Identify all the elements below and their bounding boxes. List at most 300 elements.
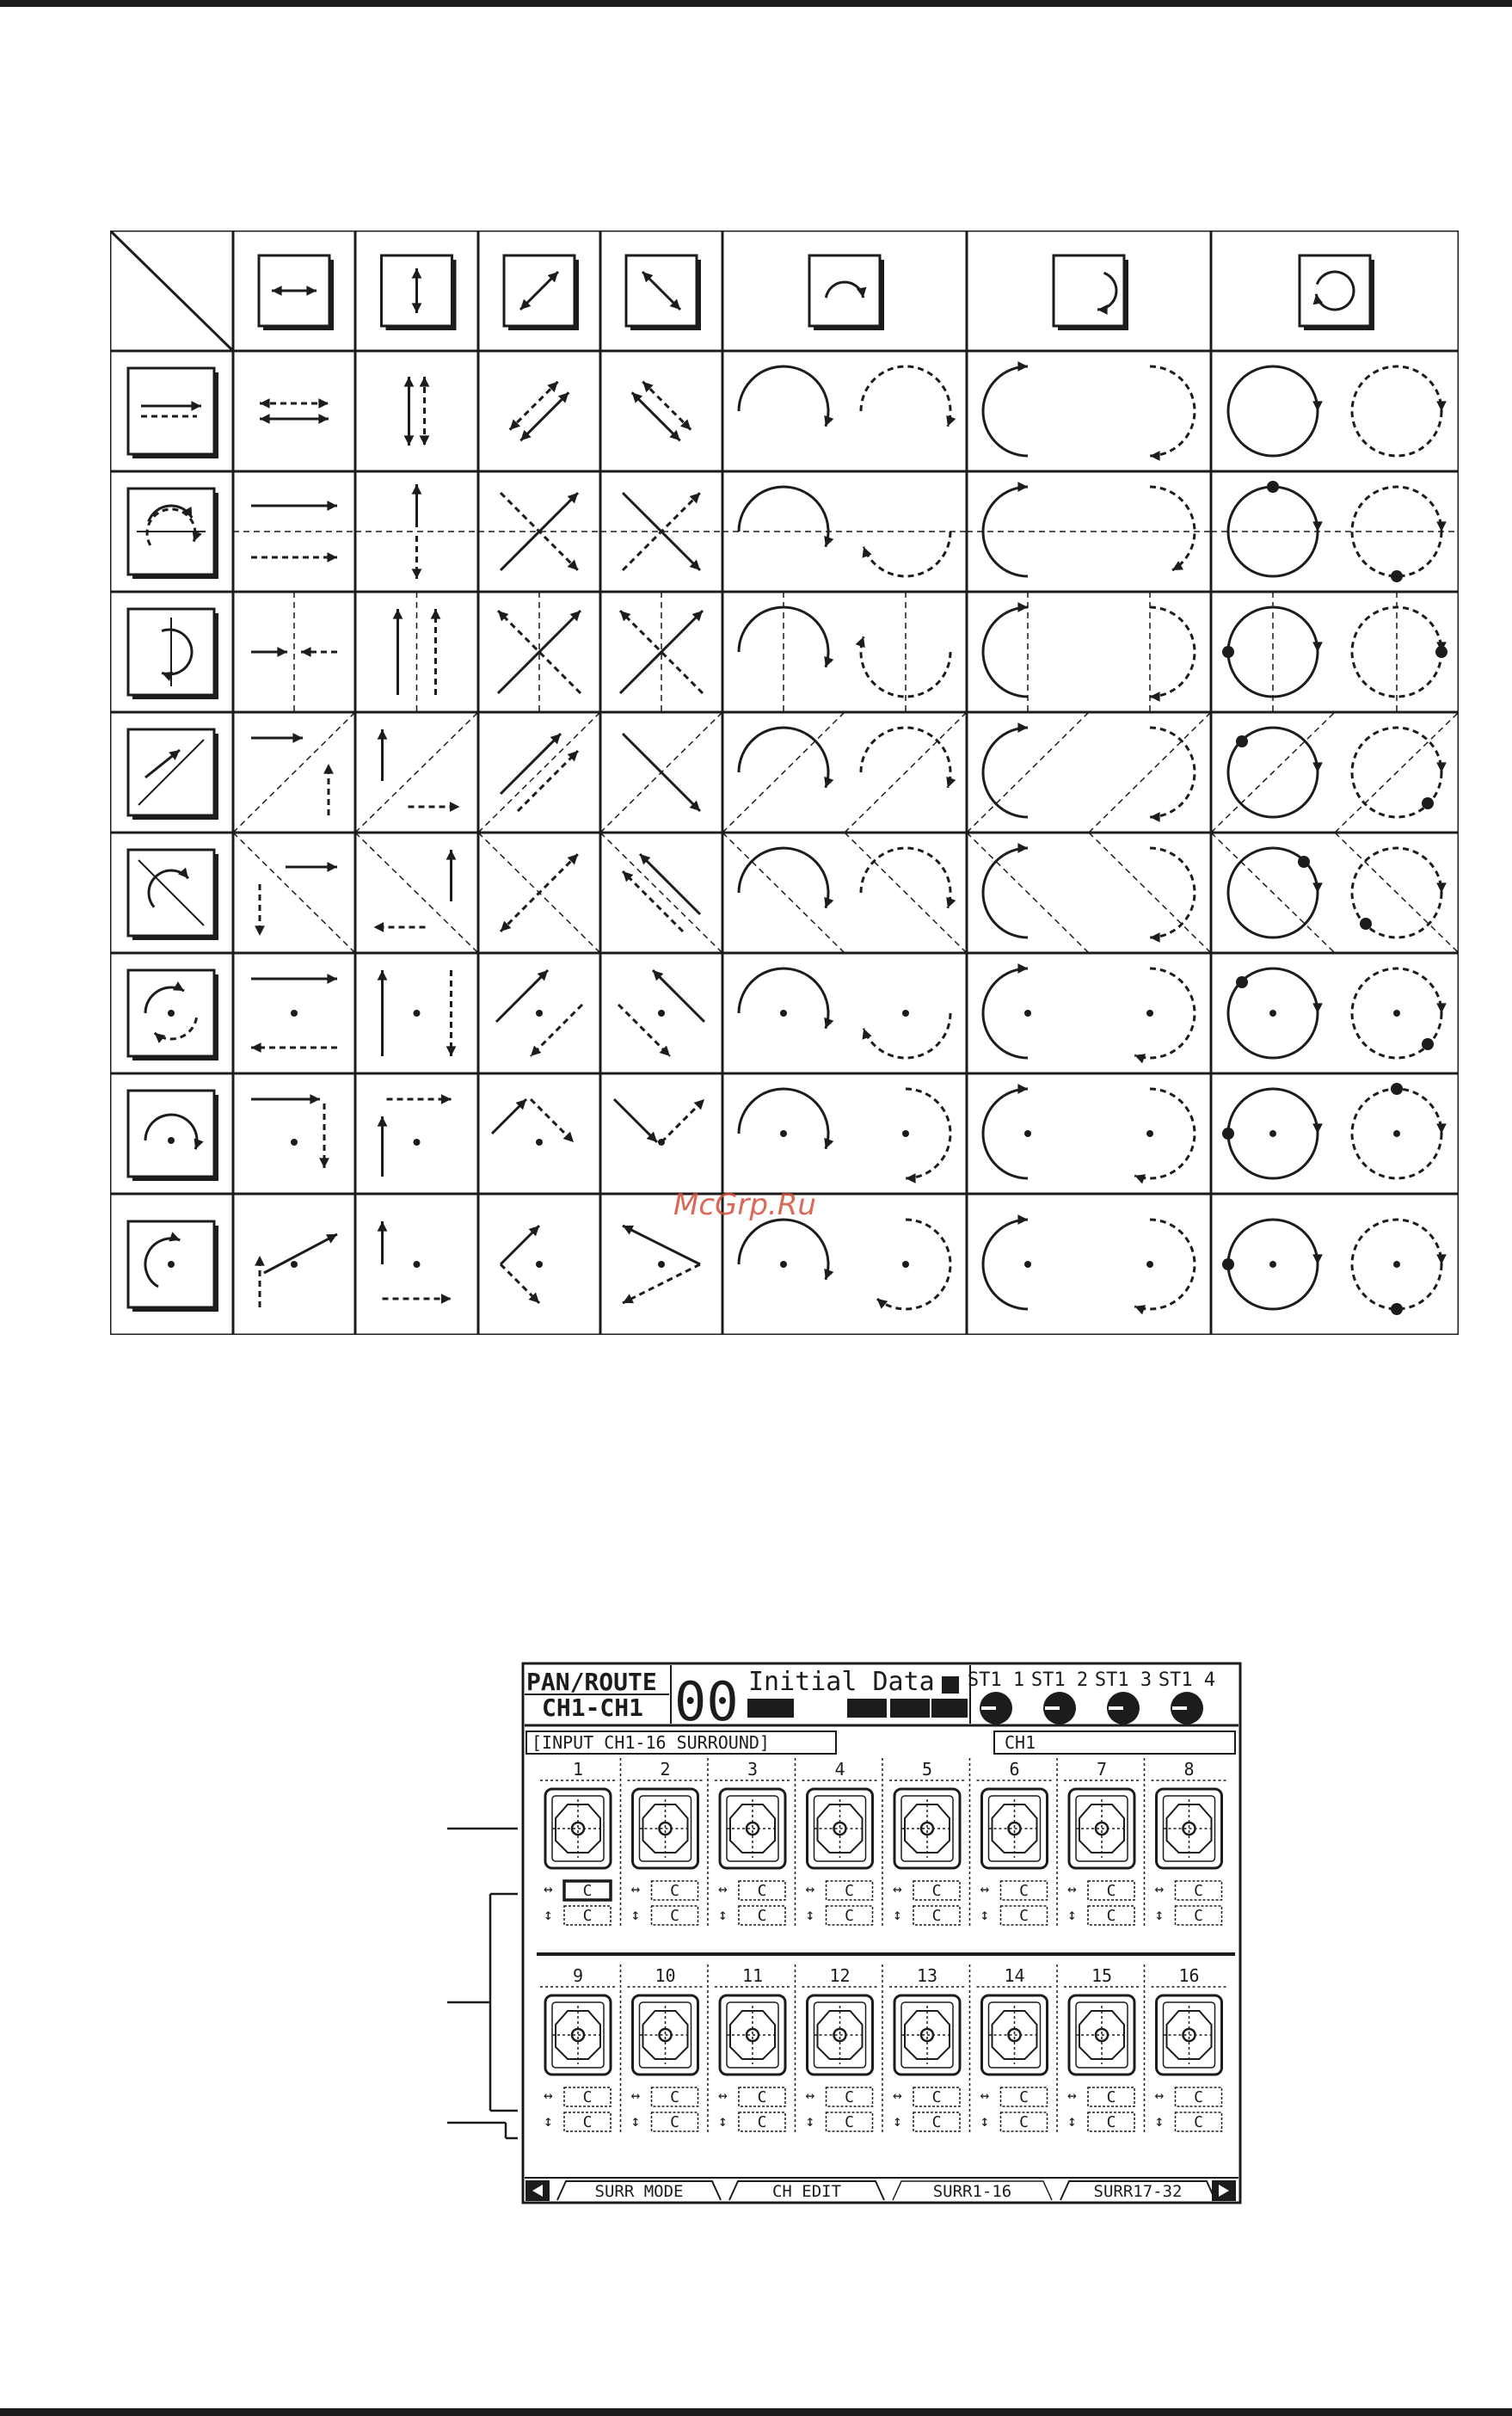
fr-value: C	[670, 2113, 679, 2131]
fr-icon: ↕	[544, 1906, 553, 1924]
center-dot	[536, 1261, 543, 1268]
motion-arrow	[501, 734, 561, 794]
lr-icon: ↔	[718, 1880, 728, 1898]
mirror-diagonal-reverse-pattern-icon	[128, 850, 218, 940]
top-rule	[0, 0, 1512, 7]
pattern-cell-mirror-horizontal-diag1	[478, 493, 600, 570]
fr-value: C	[1194, 1907, 1203, 1925]
symmetry-axis	[233, 833, 355, 953]
fr-value: C	[582, 2113, 593, 2131]
lr-value: C	[1106, 2088, 1116, 2106]
symmetry-axis	[1089, 833, 1211, 953]
pattern-cell-mirror-diagonal-1-lr	[233, 712, 355, 833]
section-label: [INPUT CH1-16 SURROUND]	[532, 1732, 770, 1753]
motion-arrow	[518, 751, 578, 811]
st-label: ST1 3	[1094, 1669, 1152, 1691]
motion-arc	[983, 1089, 1028, 1178]
start-dot	[1222, 1258, 1234, 1270]
arrowhead	[323, 764, 334, 774]
fr-icon: ↕	[544, 2112, 553, 2130]
start-dot	[1422, 797, 1434, 809]
lcd-scene-number: 00	[674, 1670, 739, 1733]
tab-ch-edit: CH EDIT	[771, 2182, 842, 2201]
lr-value: C	[1194, 2088, 1203, 2106]
motion-arc	[983, 366, 1028, 456]
lcd-surround-screen	[447, 1651, 1247, 2210]
pattern-cell-point-symmetry-rot-fr	[983, 963, 1195, 1063]
lcd-scene-name: Initial Data	[748, 1667, 935, 1697]
surround-pattern-table	[110, 231, 1459, 1335]
pattern-cell-mirror-diagonal-2-rot-fr	[967, 833, 1211, 953]
watermark: McGrp.Ru	[673, 1188, 816, 1222]
motion-arc	[983, 728, 1028, 817]
lr-value: C	[1019, 2088, 1029, 2106]
fr-icon: ↕	[893, 2112, 902, 2130]
center-dot	[1269, 1130, 1276, 1137]
lr-value: C	[1194, 1882, 1203, 1900]
arrowhead	[1150, 932, 1160, 943]
arrowhead	[327, 552, 337, 563]
motion-arc	[739, 848, 828, 908]
arrowhead	[1017, 1214, 1028, 1225]
lr-icon: ↔	[893, 1880, 902, 1898]
pattern-cell-mirror-vertical-rot-full	[1222, 592, 1447, 712]
lcd-title-2: CH1-CH1	[542, 1694, 644, 1722]
center-dot	[291, 1010, 298, 1017]
symmetry-axis	[600, 833, 722, 953]
channel-number: 4	[834, 1759, 845, 1780]
arrowhead	[420, 435, 430, 446]
pattern-cell-parallel-rot-lr	[739, 366, 956, 427]
pattern-cell-mirror-diagonal-2-rot-full	[1211, 833, 1459, 953]
start-dot	[1391, 1083, 1403, 1095]
symmetry-axis	[722, 833, 845, 953]
start-dot	[1236, 976, 1248, 988]
motion-circle	[1352, 607, 1441, 697]
motion-arc	[983, 968, 1028, 1058]
pattern-cell-mirror-diagonal-2-lr	[233, 833, 355, 953]
channel-number: 11	[741, 1965, 764, 1986]
arrowhead	[431, 609, 441, 619]
rate-badge-label: 48k	[938, 1703, 961, 1717]
arrowhead	[450, 802, 460, 812]
lr-icon: ↔	[980, 1880, 990, 1898]
arrowhead	[310, 1094, 320, 1104]
tab-surr17-32: SURR17-32	[1093, 2182, 1183, 2201]
fr-icon: ↕	[1067, 1906, 1077, 1924]
arrowhead	[319, 1158, 329, 1168]
lr-icon: ↔	[1154, 2087, 1165, 2105]
motion-arrow	[632, 392, 680, 440]
motion-arc	[983, 607, 1028, 697]
center-dot	[902, 1130, 909, 1137]
arrowhead	[1436, 882, 1447, 893]
motion-circle	[1352, 366, 1441, 456]
motion-arc	[861, 366, 950, 427]
center-dot	[291, 1261, 298, 1268]
arrowhead	[255, 1256, 265, 1266]
mirror-horizontal-pattern-icon	[128, 489, 218, 579]
pattern-cell-quarter-offset-2-fr	[378, 1221, 452, 1304]
fr-value: C	[757, 2113, 767, 2131]
motion-arrow	[623, 1264, 700, 1303]
motion-arc	[739, 487, 828, 547]
arrowhead	[260, 414, 270, 424]
arrowhead	[446, 850, 457, 860]
lr-icon: ↔	[1154, 1880, 1165, 1898]
lr-icon: ↔	[630, 1880, 641, 1898]
arrowhead	[251, 1042, 261, 1053]
arrowhead	[318, 414, 329, 424]
icon-frame	[128, 1091, 214, 1177]
rotate-front-rear-icon	[1054, 255, 1128, 330]
lr-icon: ↔	[544, 1880, 553, 1898]
fr-value: C	[1019, 1907, 1029, 1925]
arrowhead	[378, 729, 388, 740]
rotate-left-right-icon	[809, 255, 884, 330]
fr-icon: ↕	[718, 1906, 728, 1924]
lcd-title-1: PAN/ROUTE	[526, 1668, 657, 1696]
pattern-cell-mirror-diagonal-2-diag1	[478, 833, 600, 953]
pattern-cell-mirror-diagonal-2-rot-lr	[722, 833, 967, 953]
pattern-cell-mirror-horizontal-fr	[355, 484, 478, 579]
pattern-cell-mirror-diagonal-1-rot-lr	[722, 712, 967, 833]
motion-arc	[861, 848, 950, 908]
channel-number: 8	[1183, 1759, 1195, 1780]
arrowhead	[1436, 1123, 1447, 1134]
pattern-cell-mirror-horizontal-rot-fr	[967, 482, 1211, 576]
lr-icon: ↔	[1067, 2087, 1077, 2105]
pattern-cell-mirror-horizontal-lr	[233, 501, 355, 563]
center-dot	[658, 1261, 665, 1268]
pattern-cell-point-symmetry-rot-lr	[739, 968, 950, 1058]
tab-surr-mode: SURR MODE	[594, 2182, 684, 2201]
pattern-cell-mirror-horizontal-rot-lr	[722, 487, 967, 576]
arrowhead	[318, 398, 329, 409]
fr-icon: ↕	[718, 2112, 728, 2130]
channel-number: 1	[572, 1759, 584, 1780]
lr-value: C	[670, 2088, 679, 2106]
arrowhead	[1017, 361, 1028, 372]
arrowhead	[1312, 882, 1323, 893]
center-dot	[658, 1010, 665, 1017]
arrowhead	[374, 922, 384, 932]
pattern-cell-mirror-horizontal-rot-full	[1211, 481, 1459, 582]
arrowhead	[1312, 1254, 1323, 1264]
arrowhead	[1017, 963, 1028, 974]
icon-frame	[1300, 255, 1370, 326]
motion-arc	[739, 366, 828, 427]
pattern-cell-quarter-offset-2-rot-fr	[983, 1214, 1195, 1314]
pattern-cell-parallel-fr	[404, 377, 430, 446]
pattern-cell-point-symmetry-lr	[251, 974, 337, 1053]
arrowhead	[1312, 401, 1323, 411]
arrowhead	[277, 647, 287, 657]
bottom-rule	[0, 2408, 1512, 2416]
motion-arrow	[264, 1234, 337, 1273]
pattern-cell-quarter-offset-2-rot-full	[1222, 1220, 1447, 1315]
fr-icon: ↕	[893, 1906, 902, 1924]
fr-value: C	[757, 1907, 767, 1925]
arrowhead	[441, 1294, 452, 1304]
start-dot	[1236, 735, 1248, 747]
tab-surr1-16: SURR1-16	[932, 2182, 1012, 2201]
lr-icon: ↔	[630, 2087, 641, 2105]
motion-arc	[1150, 728, 1195, 817]
start-dot	[1422, 1038, 1434, 1050]
motion-arc	[1134, 968, 1195, 1058]
pattern-cell-point-symmetry-diag2	[618, 970, 704, 1056]
motion-arrow	[642, 382, 691, 430]
midi-badge-label: MIDI	[852, 1703, 882, 1717]
fr-value: C	[1019, 2113, 1029, 2131]
pattern-cell-mirror-diagonal-1-rot-fr	[967, 712, 1211, 833]
start-dot	[1391, 1303, 1403, 1315]
motion-arrow	[520, 392, 569, 440]
center-dot	[1146, 1130, 1153, 1137]
fr-value: C	[1106, 2113, 1116, 2131]
motion-arrow	[640, 854, 700, 914]
arrowhead	[1017, 843, 1028, 853]
symmetry-axis	[1211, 833, 1335, 953]
arrowhead	[1312, 1123, 1323, 1134]
lr-value: C	[1106, 1882, 1116, 1900]
lr-value: C	[582, 2088, 593, 2106]
symmetry-axis	[233, 712, 355, 833]
fr-icon: ↕	[630, 1906, 641, 1924]
channel-number: 16	[1178, 1965, 1200, 1986]
arrowhead	[327, 862, 337, 872]
front-rear-arrow-icon	[382, 255, 457, 330]
fr-icon: ↕	[1154, 1906, 1165, 1924]
center-dot	[536, 1010, 543, 1017]
arrowhead	[1312, 642, 1323, 652]
fr-icon: ↕	[805, 1906, 815, 1924]
diagonal-up-arrow-icon	[504, 255, 579, 330]
arrowhead	[1017, 602, 1028, 612]
center-dot	[1024, 1261, 1031, 1268]
channel-number: 12	[829, 1965, 851, 1986]
rotate-full-icon	[1300, 255, 1374, 330]
start-dot	[1391, 570, 1403, 582]
motion-arc	[739, 728, 828, 788]
arrowhead	[1436, 521, 1447, 532]
channel-number: 5	[921, 1759, 933, 1780]
pattern-cell-point-symmetry-fr	[378, 970, 457, 1056]
fr-icon: ↕	[1067, 2112, 1077, 2130]
channel-number: 10	[655, 1965, 676, 1986]
motion-arc	[864, 1013, 950, 1058]
symmetry-axis	[1211, 712, 1335, 833]
motion-arc	[906, 1089, 950, 1178]
lr-icon: ↔	[718, 2087, 728, 2105]
pattern-cell-parallel-lr	[260, 398, 329, 424]
start-dot	[1435, 646, 1447, 658]
lr-icon: ↔	[805, 1880, 815, 1898]
arrowhead	[1436, 401, 1447, 411]
motion-arrow	[510, 382, 558, 430]
arrowhead	[255, 925, 265, 936]
start-dot	[1267, 481, 1279, 493]
channel-number: 14	[1004, 1965, 1025, 1986]
pattern-cell-quarter-offset-1-rot-full	[1222, 1083, 1447, 1178]
arrowhead	[1017, 722, 1028, 733]
fr-icon: ↕	[805, 2112, 815, 2130]
pattern-cell-parallel-rot-full	[1228, 366, 1447, 456]
center-dot	[902, 1010, 909, 1017]
pattern-cell-mirror-vertical-rot-fr	[983, 592, 1195, 712]
arrowhead	[404, 435, 415, 446]
left-right-arrow-icon	[259, 255, 334, 330]
lr-value: C	[670, 1882, 679, 1900]
lr-icon: ↔	[893, 2087, 902, 2105]
pattern-cell-quarter-offset-2-lr	[255, 1234, 337, 1307]
center-dot	[414, 1010, 421, 1017]
pattern-cell-point-symmetry-rot-full	[1228, 968, 1447, 1058]
st-label: ST1 2	[1030, 1669, 1089, 1691]
center-dot	[536, 1139, 543, 1146]
channel-number: 3	[747, 1759, 759, 1780]
center-dot	[1024, 1010, 1031, 1017]
start-dot	[1298, 856, 1310, 868]
arrowhead	[378, 1221, 388, 1232]
center-dot	[168, 1261, 175, 1268]
arrowhead	[1312, 521, 1323, 532]
symmetry-axis	[967, 712, 1089, 833]
symmetry-axis	[355, 833, 478, 953]
arrowhead	[1436, 1003, 1447, 1013]
lr-value: C	[845, 2088, 854, 2106]
pattern-cell-mirror-vertical-fr	[393, 592, 441, 712]
parallel-pattern-icon	[128, 368, 218, 458]
motion-arc	[739, 968, 828, 1029]
center-dot	[414, 1139, 421, 1146]
fr-value: C	[931, 2113, 942, 2131]
motion-arc	[1150, 848, 1195, 938]
arrowhead	[378, 1116, 388, 1127]
arrowhead	[660, 1046, 670, 1056]
pattern-cell-quarter-offset-1-lr	[251, 1094, 329, 1168]
motion-circle	[1228, 366, 1318, 456]
icon-frame	[809, 255, 880, 326]
arrowhead	[531, 1046, 541, 1056]
arrowhead	[1017, 1084, 1028, 1094]
center-dot	[1024, 1130, 1031, 1137]
arrowhead	[446, 1046, 457, 1056]
pattern-cell-mirror-vertical-rot-lr	[739, 592, 950, 712]
start-dot	[1360, 918, 1372, 930]
arrowhead	[378, 970, 388, 981]
motion-arc	[739, 1220, 828, 1280]
symmetry-axis	[478, 712, 600, 833]
point-symmetry-pattern-icon	[128, 970, 218, 1060]
arrowhead	[393, 609, 403, 619]
fr-value: C	[1194, 2113, 1203, 2131]
arrowhead	[1312, 762, 1323, 772]
arrowhead	[1150, 451, 1160, 461]
symmetry-axis	[967, 833, 1089, 953]
channel-number: 13	[916, 1965, 938, 1986]
center-dot	[780, 1261, 787, 1268]
fr-value: C	[670, 1907, 679, 1925]
center-dot	[1393, 1261, 1400, 1268]
edit-badge-label: EDIT	[756, 1703, 785, 1717]
symmetry-axis	[355, 712, 478, 833]
motion-arc	[1134, 1089, 1195, 1178]
lr-value: C	[1019, 1882, 1029, 1900]
fr-value: C	[582, 1907, 593, 1925]
center-dot	[1393, 1130, 1400, 1137]
icon-frame	[128, 368, 214, 454]
lr-value: C	[845, 1882, 854, 1900]
arrowhead	[1436, 1254, 1447, 1264]
lr-icon: ↔	[980, 2087, 990, 2105]
channel-number: 2	[660, 1759, 671, 1780]
motion-arc	[1150, 366, 1195, 456]
pattern-cell-quarter-offset-2-diag2	[623, 1226, 700, 1303]
lr-value: C	[931, 2088, 942, 2106]
arrowhead	[260, 398, 270, 409]
center-dot	[1269, 1010, 1276, 1017]
channel-number: 7	[1096, 1759, 1108, 1780]
center-dot	[780, 1010, 787, 1017]
arrowhead	[412, 569, 422, 579]
motion-arc	[864, 532, 950, 576]
mirror-vertical-pattern-icon	[128, 609, 218, 699]
center-dot	[414, 1261, 421, 1268]
mirror-diagonal-pattern-icon	[128, 729, 218, 820]
fr-icon: ↕	[980, 1906, 990, 1924]
channel-number: 9	[572, 1965, 584, 1986]
pattern-cell-parallel-diag2	[632, 382, 691, 441]
lr-icon: ↔	[544, 2087, 553, 2105]
fr-icon: ↕	[1154, 2112, 1165, 2130]
motion-arc	[1150, 607, 1195, 697]
pattern-cell-mirror-diagonal-1-fr	[355, 712, 478, 833]
arrowhead	[694, 1099, 704, 1110]
arrowhead	[327, 974, 337, 984]
arrowhead	[1312, 1003, 1323, 1013]
pattern-cell-mirror-vertical-lr	[251, 592, 337, 712]
pattern-cell-mirror-vertical-diag1	[498, 592, 581, 712]
arrowhead	[327, 501, 337, 511]
arrowhead	[1150, 812, 1160, 822]
symmetry-axis	[845, 712, 967, 833]
motion-circle	[1228, 607, 1318, 697]
pattern-cell-quarter-offset-1-diag1	[492, 1099, 574, 1146]
center-dot	[1146, 1010, 1153, 1017]
protect-badge-label: R	[946, 1679, 955, 1693]
lr-icon: ↔	[805, 2087, 815, 2105]
lr-value: C	[931, 1882, 942, 1900]
diagonal-down-arrow-icon	[626, 255, 701, 330]
symmetry-axis	[1089, 712, 1211, 833]
arrowhead	[420, 377, 430, 387]
arrowhead	[292, 733, 303, 743]
quarter-offset-reverse-pattern-icon	[128, 1221, 218, 1312]
motion-arc	[1150, 487, 1195, 570]
motion-arc	[877, 1220, 950, 1309]
lr-icon: ↔	[1067, 1880, 1077, 1898]
motion-arc	[1134, 1220, 1195, 1309]
fr-value: C	[931, 1907, 942, 1925]
center-dot	[1269, 1261, 1276, 1268]
fr-value: C	[1106, 1907, 1116, 1925]
pattern-cell-quarter-offset-1-rot-fr	[983, 1084, 1195, 1183]
center-dot	[1146, 1261, 1153, 1268]
fr-icon: ↕	[980, 2112, 990, 2130]
center-dot	[168, 1137, 175, 1144]
